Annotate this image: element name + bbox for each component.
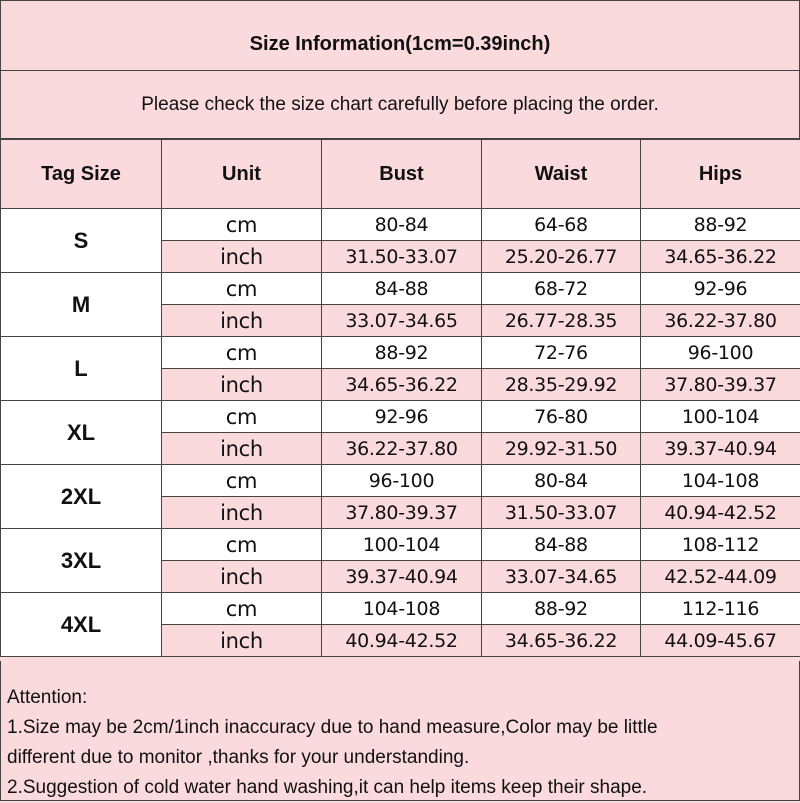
bust-cell: 37.80-39.37	[322, 497, 482, 529]
chart-title: Size Information(1cm=0.39inch)	[250, 33, 551, 56]
tag-size-cell: 2XL	[1, 465, 162, 529]
waist-cell: 28.35-29.92	[482, 369, 641, 401]
header-tag-size: Tag Size	[1, 140, 162, 209]
unit-cell: cm	[162, 337, 322, 369]
waist-cell: 33.07-34.65	[482, 561, 641, 593]
bust-cell: 39.37-40.94	[322, 561, 482, 593]
bust-cell: 96-100	[322, 465, 482, 497]
header-hips: Hips	[641, 140, 800, 209]
size-row-2xl-cm	[1, 465, 800, 497]
tag-size-cell: XL	[1, 401, 162, 465]
hips-cell: 37.80-39.37	[641, 369, 800, 401]
hips-cell: 100-104	[641, 401, 800, 433]
waist-cell: 68-72	[482, 273, 641, 305]
size-body	[1, 209, 800, 657]
waist-cell: 64-68	[482, 209, 641, 241]
hips-cell: 34.65-36.22	[641, 241, 800, 273]
bust-cell: 92-96	[322, 401, 482, 433]
unit-cell: inch	[162, 497, 322, 529]
notice-band	[0, 71, 800, 139]
tag-size-cell: L	[1, 337, 162, 401]
header-waist: Waist	[482, 140, 641, 209]
bust-cell: 31.50-33.07	[322, 241, 482, 273]
bust-cell: 100-104	[322, 529, 482, 561]
attention-line-2: different due to monitor ,thanks for your understanding.	[7, 743, 799, 773]
hips-cell: 39.37-40.94	[641, 433, 800, 465]
size-row-m-cm	[1, 273, 800, 305]
unit-cell: inch	[162, 433, 322, 465]
size-row-xl-cm	[1, 401, 800, 433]
attention-line-1: 1.Size may be 2cm/1inch inaccuracy due to hand measure,Color may be little	[7, 713, 799, 743]
size-row-4xl-cm	[1, 593, 800, 625]
hips-cell: 44.09-45.67	[641, 625, 800, 657]
unit-cell: cm	[162, 401, 322, 433]
unit-cell: inch	[162, 241, 322, 273]
waist-cell: 72-76	[482, 337, 641, 369]
header-row	[1, 140, 800, 209]
attention-notes	[0, 661, 800, 801]
unit-cell: cm	[162, 465, 322, 497]
bust-cell: 40.94-42.52	[322, 625, 482, 657]
bust-cell: 88-92	[322, 337, 482, 369]
waist-cell: 80-84	[482, 465, 641, 497]
hips-cell: 112-116	[641, 593, 800, 625]
header-unit: Unit	[162, 140, 322, 209]
hips-cell: 92-96	[641, 273, 800, 305]
attention-heading: Attention:	[7, 683, 799, 713]
title-band	[0, 1, 800, 71]
hips-cell: 40.94-42.52	[641, 497, 800, 529]
tag-size-cell: M	[1, 273, 162, 337]
size-row-l-cm	[1, 337, 800, 369]
waist-cell: 29.92-31.50	[482, 433, 641, 465]
unit-cell: inch	[162, 305, 322, 337]
waist-cell: 26.77-28.35	[482, 305, 641, 337]
waist-cell: 76-80	[482, 401, 641, 433]
unit-cell: inch	[162, 369, 322, 401]
hips-cell: 96-100	[641, 337, 800, 369]
notice-text: Please check the size chart carefully before placing the order.	[141, 94, 659, 116]
unit-cell: cm	[162, 529, 322, 561]
size-row-s-cm	[1, 209, 800, 241]
bust-cell: 34.65-36.22	[322, 369, 482, 401]
bust-cell: 33.07-34.65	[322, 305, 482, 337]
header-bust: Bust	[322, 140, 482, 209]
waist-cell: 84-88	[482, 529, 641, 561]
unit-cell: cm	[162, 209, 322, 241]
hips-cell: 104-108	[641, 465, 800, 497]
unit-cell: cm	[162, 273, 322, 305]
waist-cell: 25.20-26.77	[482, 241, 641, 273]
tag-size-cell: 4XL	[1, 593, 162, 657]
attention-line-3: 2.Suggestion of cold water hand washing,it can help items keep their shape.	[7, 773, 799, 803]
bust-cell: 36.22-37.80	[322, 433, 482, 465]
hips-cell: 42.52-44.09	[641, 561, 800, 593]
size-table	[0, 139, 800, 657]
tag-size-cell: 3XL	[1, 529, 162, 593]
waist-cell: 31.50-33.07	[482, 497, 641, 529]
unit-cell: inch	[162, 625, 322, 657]
unit-cell: cm	[162, 593, 322, 625]
bust-cell: 84-88	[322, 273, 482, 305]
tag-size-cell: S	[1, 209, 162, 273]
bust-cell: 80-84	[322, 209, 482, 241]
hips-cell: 108-112	[641, 529, 800, 561]
unit-cell: inch	[162, 561, 322, 593]
size-row-3xl-cm	[1, 529, 800, 561]
waist-cell: 34.65-36.22	[482, 625, 641, 657]
hips-cell: 36.22-37.80	[641, 305, 800, 337]
waist-cell: 88-92	[482, 593, 641, 625]
bust-cell: 104-108	[322, 593, 482, 625]
hips-cell: 88-92	[641, 209, 800, 241]
